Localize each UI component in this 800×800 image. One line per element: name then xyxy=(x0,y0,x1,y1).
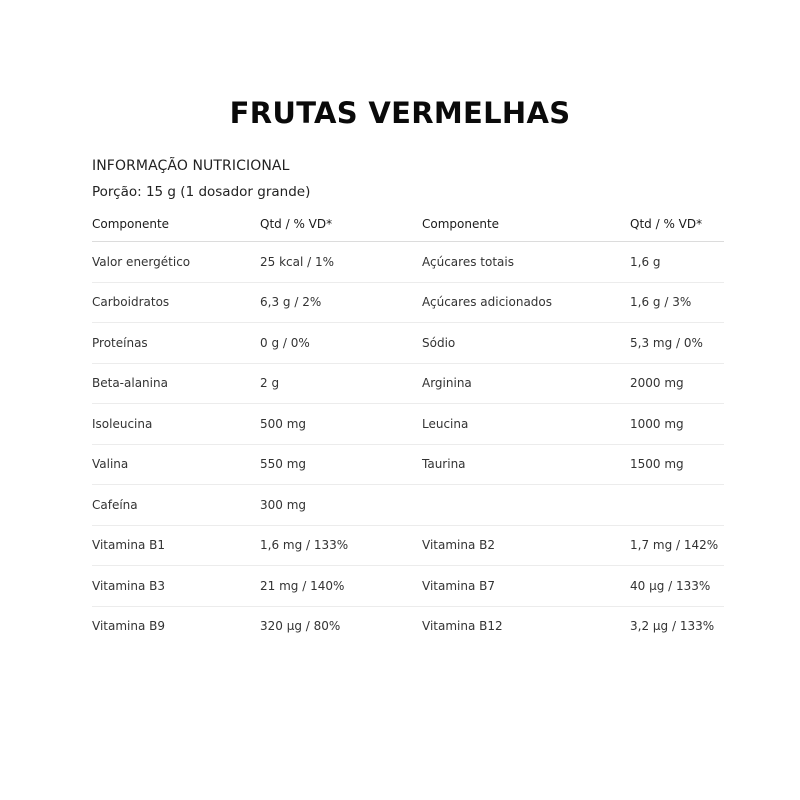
nutrition-table xyxy=(92,206,724,646)
component-name: Açúcares totais xyxy=(422,242,630,283)
component-value: 2000 mg xyxy=(630,363,724,404)
component-value: 320 µg / 80% xyxy=(260,619,341,634)
component-value: 21 mg / 140% xyxy=(260,566,422,607)
component-value: 500 mg xyxy=(260,404,422,445)
table-row xyxy=(92,606,724,646)
component-name: Proteínas xyxy=(92,323,260,364)
component-value: 1,6 g xyxy=(630,242,724,283)
component-value: 0 g / 0% xyxy=(260,323,422,364)
component-name: Vitamina B9 xyxy=(92,619,166,634)
component-name: Vitamina B2 xyxy=(422,525,630,566)
component-value: 1,7 mg / 142% xyxy=(630,525,724,566)
component-name: Arginina xyxy=(422,363,630,404)
table-row xyxy=(92,242,724,283)
header-component-right: Componente xyxy=(422,206,630,242)
component-name: Vitamina B1 xyxy=(92,525,260,566)
table-row xyxy=(92,282,724,323)
component-name: Valor energético xyxy=(92,242,260,283)
table-row xyxy=(92,566,724,607)
component-value: 1500 mg xyxy=(630,444,724,485)
component-name: Cafeína xyxy=(92,485,260,526)
header-qty-left: Qtd / % VD* xyxy=(260,206,422,242)
table-row xyxy=(92,485,724,526)
component-name: Sódio xyxy=(422,323,630,364)
component-value xyxy=(630,485,724,526)
portion-size: Porção: 15 g (1 dosador grande) xyxy=(92,184,311,200)
header-component-left: Componente xyxy=(92,206,260,242)
component-value: 3,2 µg / 133% xyxy=(630,619,715,634)
table-row xyxy=(92,444,724,485)
component-name: Beta-alanina xyxy=(92,363,260,404)
product-title: FRUTAS VERMELHAS xyxy=(229,96,571,130)
component-value: 6,3 g / 2% xyxy=(260,282,422,323)
component-name: Açúcares adicionados xyxy=(422,282,630,323)
component-value: 550 mg xyxy=(260,444,422,485)
component-name: Leucina xyxy=(422,404,630,445)
component-name: Carboidratos xyxy=(92,282,260,323)
component-value: 2 g xyxy=(260,363,422,404)
component-value: 1,6 g / 3% xyxy=(630,282,724,323)
table-header-row xyxy=(92,206,724,242)
component-value: 1,6 mg / 133% xyxy=(260,525,422,566)
component-name: Valina xyxy=(92,444,260,485)
component-value: 300 mg xyxy=(260,485,422,526)
component-value: 5,3 mg / 0% xyxy=(630,323,724,364)
component-value: 40 µg / 133% xyxy=(630,566,724,607)
table-row xyxy=(92,363,724,404)
table-row xyxy=(92,525,724,566)
table-row xyxy=(92,404,724,445)
component-name: Vitamina B12 xyxy=(422,619,503,634)
component-value: 1000 mg xyxy=(630,404,724,445)
component-value: 25 kcal / 1% xyxy=(260,242,422,283)
component-name: Vitamina B3 xyxy=(92,566,260,607)
component-name: Taurina xyxy=(422,444,630,485)
nutrition-section-title: INFORMAÇÃO NUTRICIONAL xyxy=(92,158,290,174)
component-name xyxy=(422,485,630,526)
table-row xyxy=(92,323,724,364)
component-name: Vitamina B7 xyxy=(422,566,630,607)
header-qty-right: Qtd / % VD* xyxy=(630,206,724,242)
component-name: Isoleucina xyxy=(92,404,260,445)
